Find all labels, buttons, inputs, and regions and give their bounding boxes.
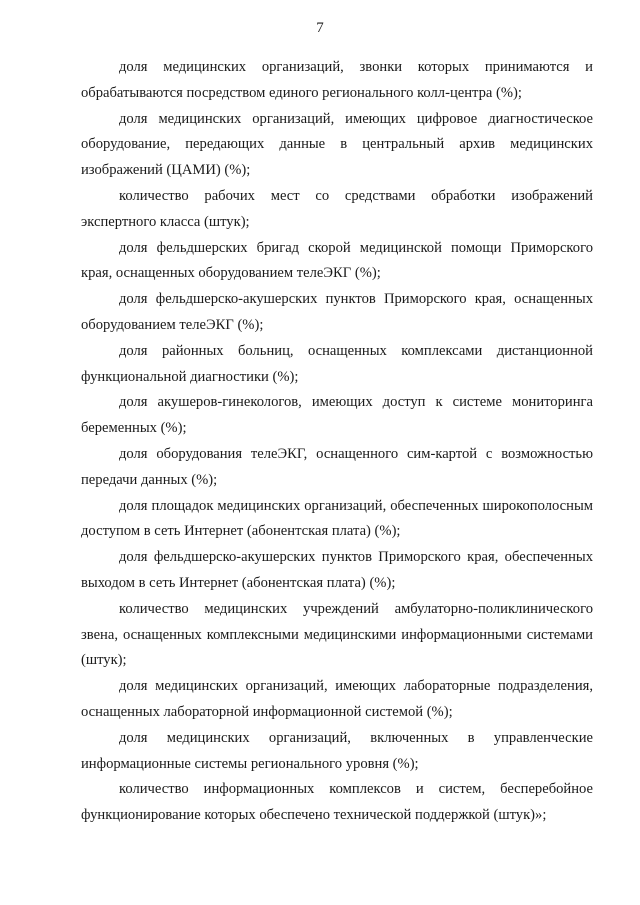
paragraph: количество информационных комплексов и систем, бесперебойное функционирование которых обеспечено технической поддержкой (штук)»; (81, 781, 593, 824)
paragraph: доля медицинских организаций, включенных в управленческие информационные системы регионального уровня (%); (81, 729, 593, 772)
paragraph: количество рабочих мест со средствами обработки изображений экспертного класса (штук); (81, 187, 593, 230)
page-number: 7 (316, 20, 324, 36)
paragraph: доля акушеров-гинекологов, имеющих доступ к системе мониторинга беременных (%); (81, 394, 593, 437)
paragraph: доля медицинских организаций, имеющих цифровое диагностическое оборудование, передающих данные в центральный архив медицинских изображений (ЦАМИ) (%); (81, 110, 593, 179)
paragraph: количество медицинских учреждений амбулаторно-поликлинического звена, оснащенных комплексными медицинскими информационными системами (штук); (81, 600, 593, 669)
paragraph: доля медицинских организаций, имеющих лабораторные подразделения, оснащенных лабораторной информационной системой (%); (81, 678, 593, 720)
paragraph: доля районных больниц, оснащенных комплексами дистанционной функциональной диагностики (%); (81, 342, 593, 385)
paragraph: доля медицинских организаций, звонки которых принимаются и обрабатываются посредством единого регионального колл-центра (%); (81, 59, 593, 101)
document-body (81, 55, 593, 829)
paragraph: доля оборудования телеЭКГ, оснащенного сим-картой с возможностью передачи данных (%); (81, 445, 593, 488)
paragraph: доля фельдшерских бригад скорой медицинской помощи Приморского края, оснащенных оборудованием телеЭКГ (%); (81, 239, 593, 282)
paragraph: доля площадок медицинских организаций, обеспеченных широкополосным доступом в сеть Интернет (абонентская плата) (%); (81, 497, 593, 540)
paragraph: доля фельдшерско-акушерских пунктов Приморского края, обеспеченных выходом в сеть Интернет (абонентская плата) (%); (81, 549, 593, 591)
paragraph: доля фельдшерско-акушерских пунктов Приморского края, оснащенных оборудованием телеЭКГ (%); (81, 291, 593, 333)
